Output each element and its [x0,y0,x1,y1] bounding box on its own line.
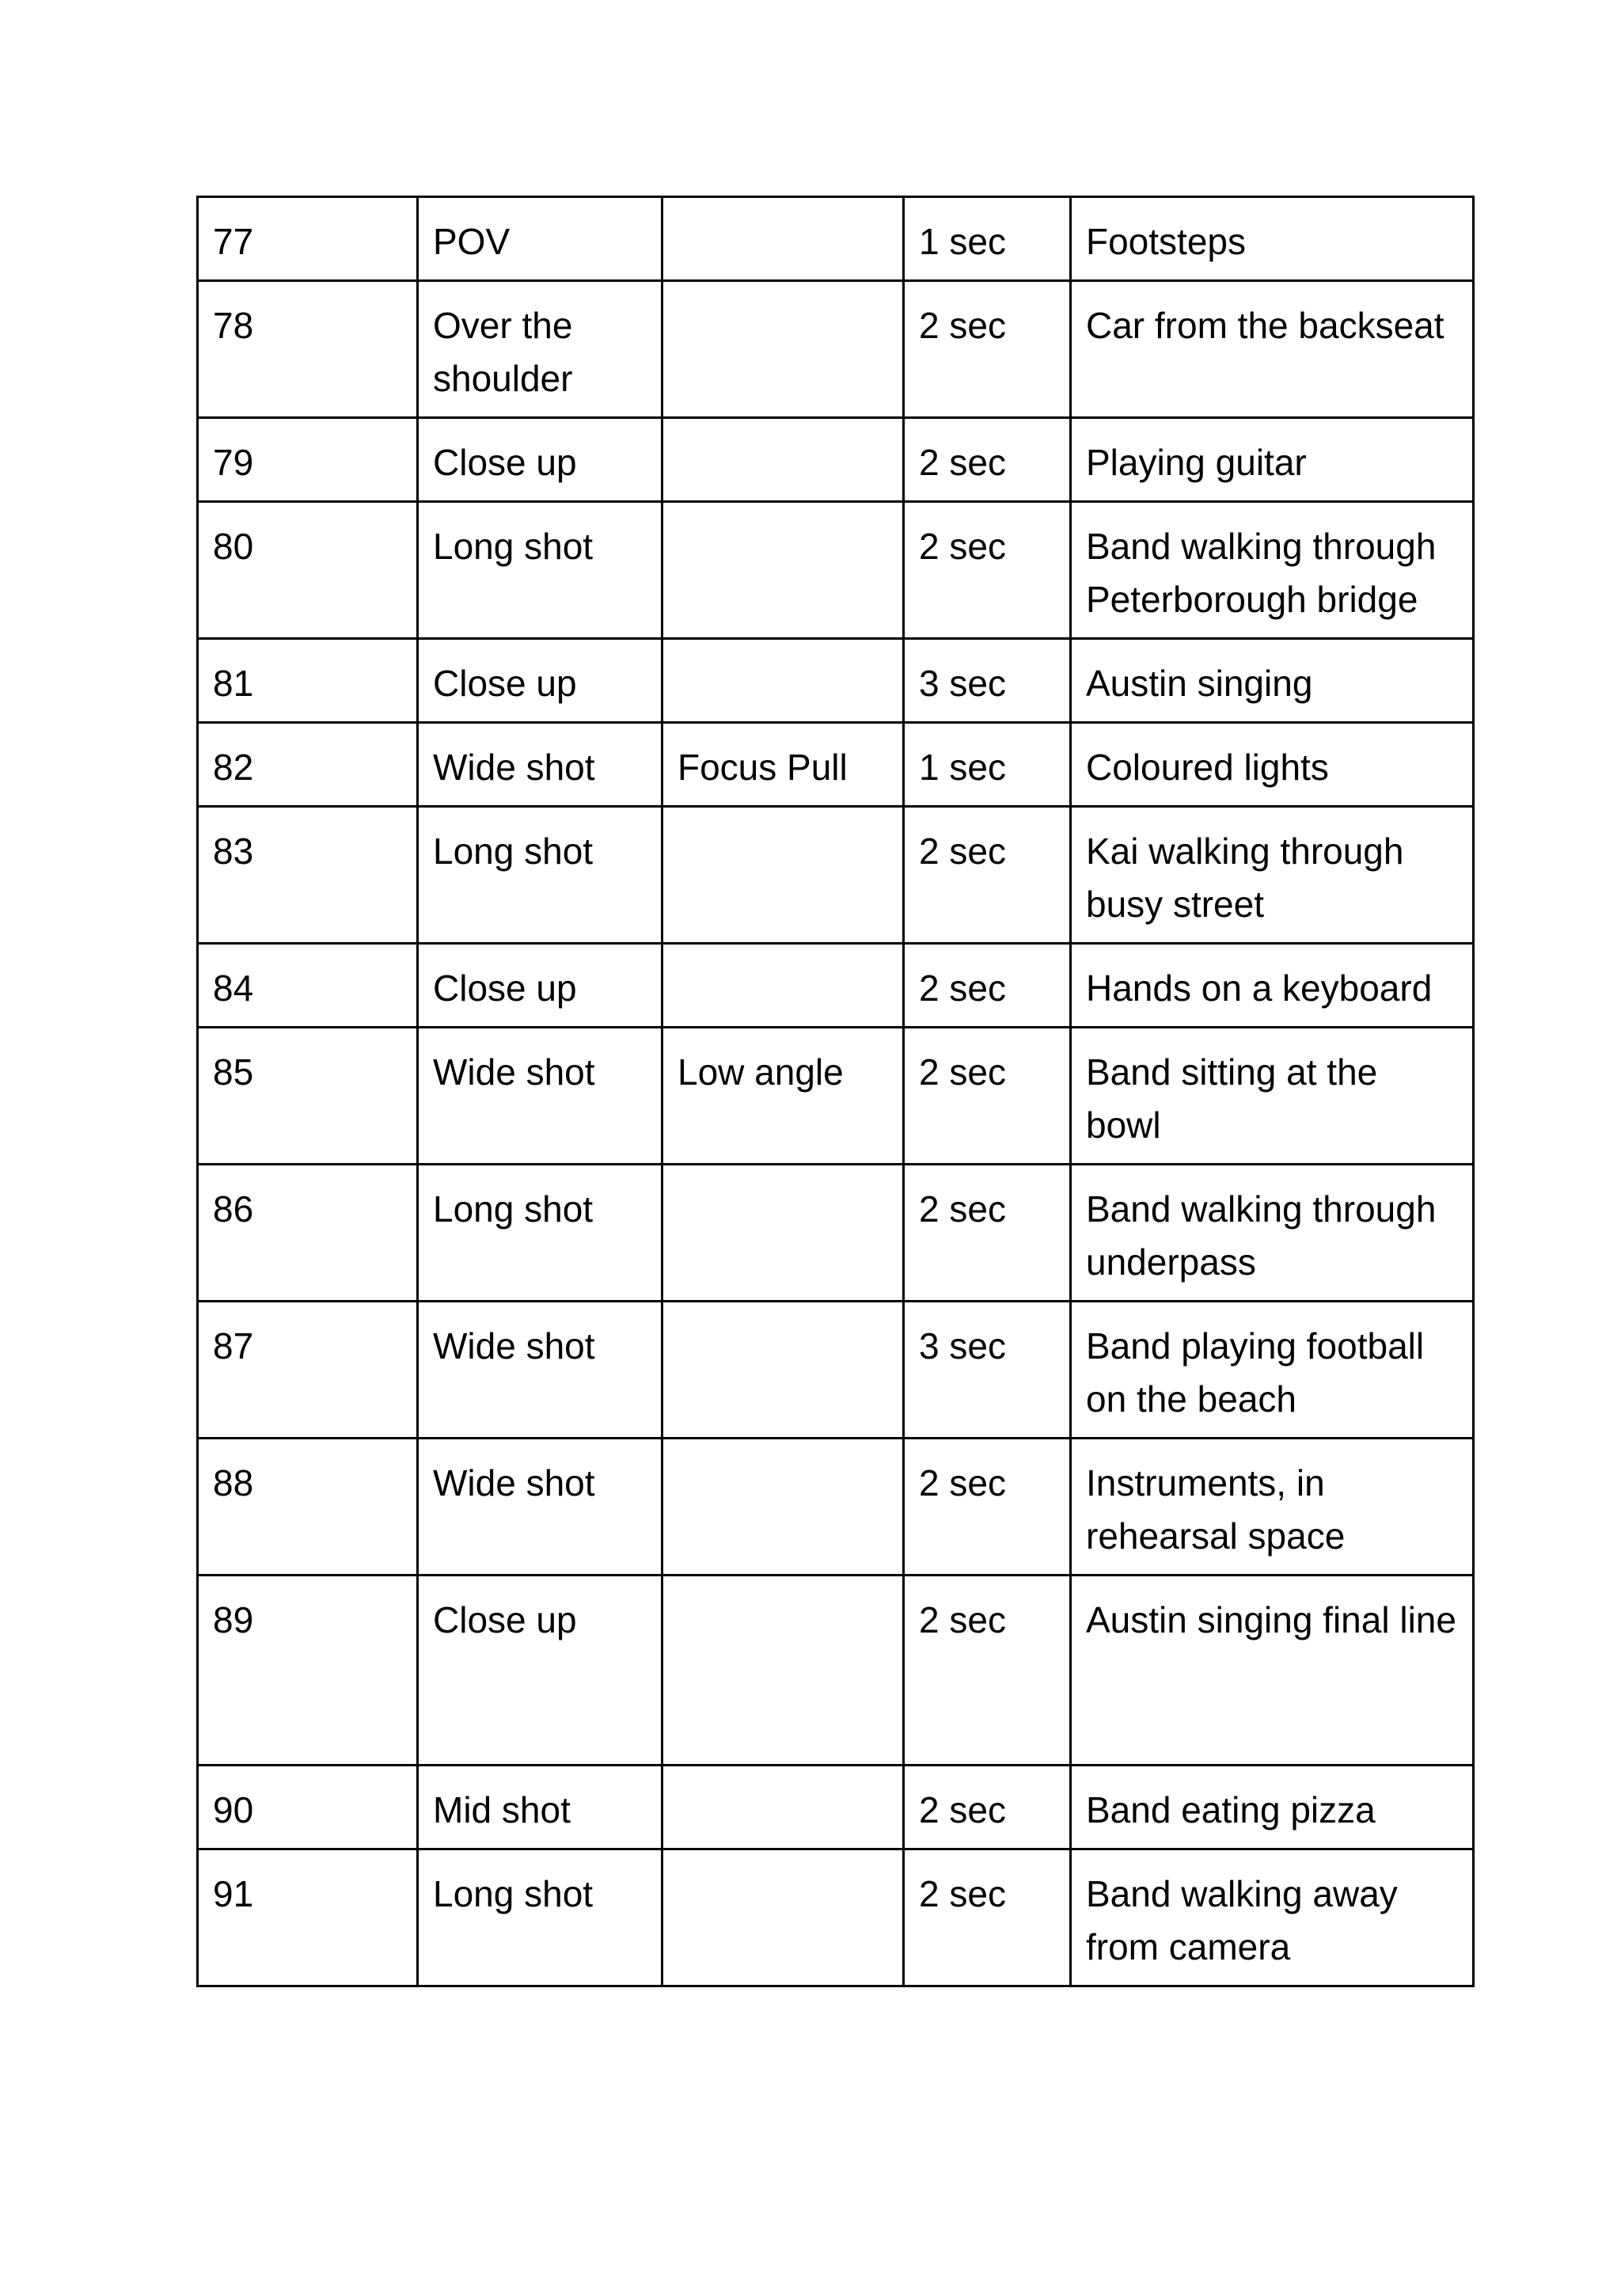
table-row [198,281,1474,418]
description-cell: Band walking through underpass [1071,1165,1474,1302]
table-row [198,418,1474,502]
description-cell: Band walking through Peterborough bridge [1071,502,1474,639]
camera-movement-cell [662,1302,904,1439]
shot-type-cell: Wide shot [418,723,662,807]
camera-movement-cell [662,418,904,502]
camera-movement-cell [662,502,904,639]
shot-type-cell: Wide shot [418,1028,662,1165]
shot-type-cell: Over the shoulder [418,281,662,418]
description-cell: Playing guitar [1071,418,1474,502]
shot-number-cell: 80 [198,502,418,639]
table-row [198,197,1474,281]
camera-movement-cell: Focus Pull [662,723,904,807]
table-row [198,502,1474,639]
shot-type-cell: Long shot [418,1849,662,1986]
camera-movement-cell [662,807,904,944]
table-row [198,1028,1474,1165]
table-row [198,1302,1474,1439]
table-row [198,1849,1474,1986]
description-cell: Band playing football on the beach [1071,1302,1474,1439]
shot-number-cell: 88 [198,1439,418,1576]
description-cell: Footsteps [1071,197,1474,281]
shot-number-cell: 90 [198,1766,418,1849]
table-row [198,807,1474,944]
camera-movement-cell [662,1766,904,1849]
description-cell: Austin singing [1071,639,1474,723]
camera-movement-cell: Low angle [662,1028,904,1165]
description-cell: Hands on a keyboard [1071,944,1474,1028]
description-cell: Instruments, in rehearsal space [1071,1439,1474,1576]
shot-list-table [196,196,1475,1987]
duration-cell: 3 sec [904,639,1071,723]
camera-movement-cell [662,197,904,281]
table-row [198,1165,1474,1302]
table-row [198,1766,1474,1849]
shot-number-cell: 83 [198,807,418,944]
shot-type-cell: POV [418,197,662,281]
shot-type-cell: Long shot [418,807,662,944]
shot-type-cell: Close up [418,1576,662,1766]
shot-number-cell: 77 [198,197,418,281]
camera-movement-cell [662,1165,904,1302]
duration-cell: 2 sec [904,1439,1071,1576]
camera-movement-cell [662,1849,904,1986]
camera-movement-cell [662,281,904,418]
duration-cell: 2 sec [904,418,1071,502]
table-row [198,723,1474,807]
duration-cell: 2 sec [904,1028,1071,1165]
shot-number-cell: 89 [198,1576,418,1766]
shot-type-cell: Long shot [418,1165,662,1302]
shot-number-cell: 85 [198,1028,418,1165]
duration-cell: 3 sec [904,1302,1071,1439]
shot-type-cell: Wide shot [418,1439,662,1576]
description-cell: Car from the backseat [1071,281,1474,418]
duration-cell: 1 sec [904,723,1071,807]
shot-number-cell: 81 [198,639,418,723]
shot-number-cell: 79 [198,418,418,502]
duration-cell: 2 sec [904,1766,1071,1849]
description-cell: Austin singing final line [1071,1576,1474,1766]
description-cell: Coloured lights [1071,723,1474,807]
duration-cell: 2 sec [904,1849,1071,1986]
shot-number-cell: 84 [198,944,418,1028]
description-cell: Band eating pizza [1071,1766,1474,1849]
camera-movement-cell [662,1439,904,1576]
shot-type-cell: Wide shot [418,1302,662,1439]
description-cell: Band walking away from camera [1071,1849,1474,1986]
shot-number-cell: 86 [198,1165,418,1302]
shot-type-cell: Close up [418,639,662,723]
duration-cell: 2 sec [904,944,1071,1028]
shot-type-cell: Mid shot [418,1766,662,1849]
table-row [198,944,1474,1028]
shot-type-cell: Long shot [418,502,662,639]
shot-type-cell: Close up [418,944,662,1028]
camera-movement-cell [662,944,904,1028]
table-row [198,1576,1474,1766]
description-cell: Band sitting at the bowl [1071,1028,1474,1165]
duration-cell: 2 sec [904,1576,1071,1766]
duration-cell: 2 sec [904,1165,1071,1302]
shot-number-cell: 82 [198,723,418,807]
duration-cell: 2 sec [904,807,1071,944]
shot-number-cell: 87 [198,1302,418,1439]
table-row [198,639,1474,723]
duration-cell: 1 sec [904,197,1071,281]
shot-type-cell: Close up [418,418,662,502]
shot-number-cell: 91 [198,1849,418,1986]
camera-movement-cell [662,1576,904,1766]
duration-cell: 2 sec [904,502,1071,639]
camera-movement-cell [662,639,904,723]
duration-cell: 2 sec [904,281,1071,418]
shot-number-cell: 78 [198,281,418,418]
description-cell: Kai walking through busy street [1071,807,1474,944]
table-row [198,1439,1474,1576]
